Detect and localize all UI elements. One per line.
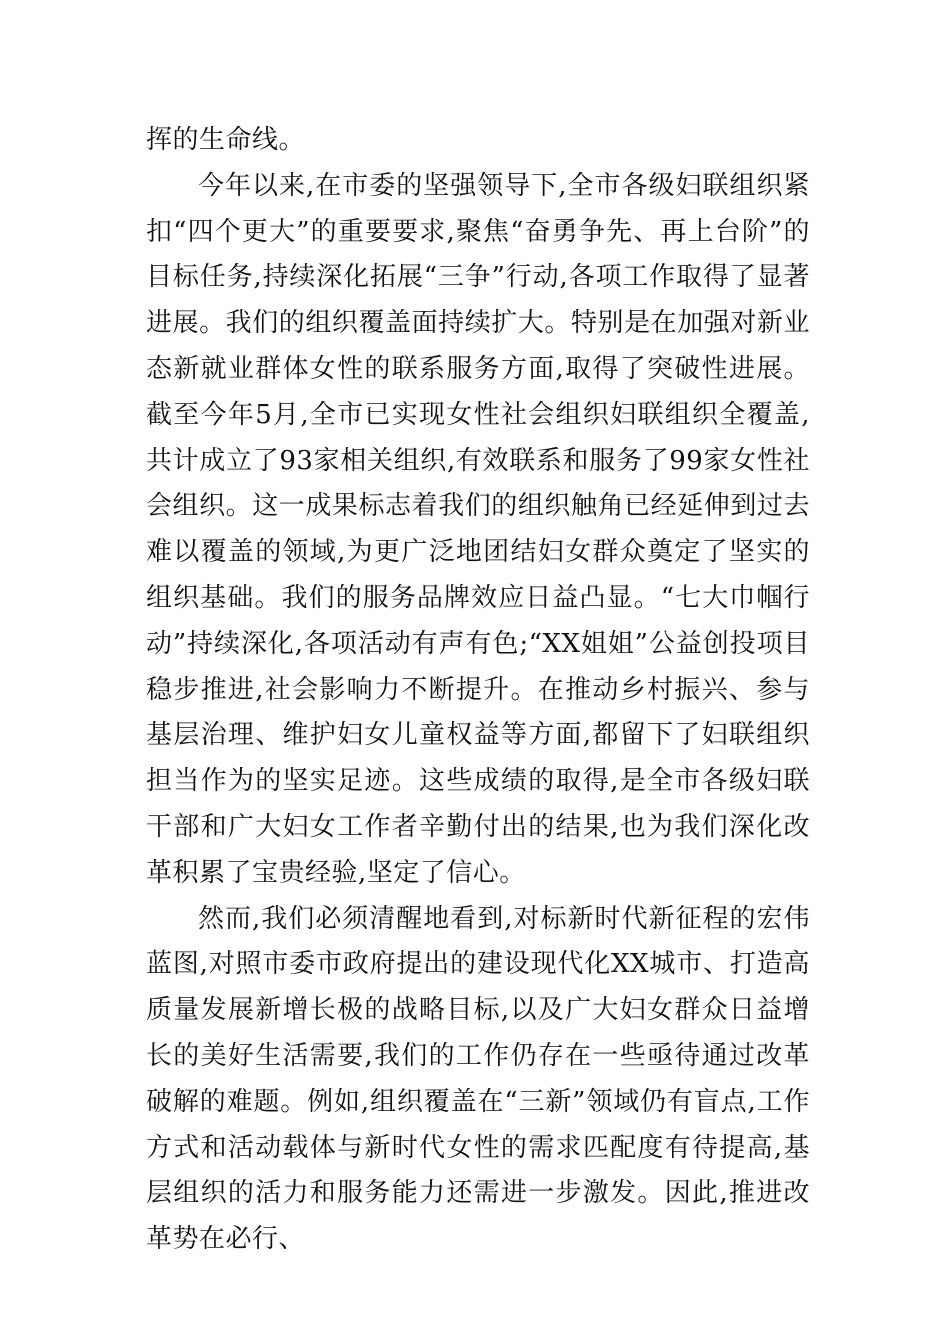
paragraph-continuation: 挥的生命线。 — [146, 125, 306, 155]
document-body — [146, 118, 810, 1263]
paragraph-challenges: 然而,我们必须清醒地看到,对标新时代新征程的宏伟蓝图,对照市委市政府提出的建设现代化XX城市、打造高质量发展新增长极的战略目标,以及广大妇女群众日益增长的美好生活需要,我们的工作仍存在一些亟待通过改革破解的难题。例如,组织覆盖在“三新”领域仍有盲点,工作方式和活动载体与新时代女性的需求匹配度有待提高,基层组织的活力和服务能力还需进一步激发。因此,推进改革势在必行、 — [146, 903, 810, 1255]
paragraph-achievements: 今年以来,在市委的坚强领导下,全市各级妇联组织紧扣“四个更大”的重要要求,聚焦“奋勇争先、再上台阶”的目标任务,持续深化拓展“三争”行动,各项工作取得了显著进展。我们的组织覆盖面持续扩大。特别是在加强对新业态新就业群体女性的联系服务方面,取得了突破性进展。截至今年5月,全市已实现女性社会组织妇联组织全覆盖,共计成立了93家相关组织,有效联系和服务了99家女性社会组织。这一成果标志着我们的组织触角已经延伸到过去难以覆盖的领域,为更广泛地团结妇女群众奠定了坚实的组织基础。我们的服务品牌效应日益凸显。“七大巾帼行动”持续深化,各项活动有声有色;“XX姐姐”公益创投项目稳步推进,社会影响力不断提升。在推动乡村振兴、参与基层治理、维护妇女儿童权益等方面,都留下了妇联组织担当作为的坚实足迹。这些成绩的取得,是全市各级妇联干部和广大妇女工作者辛勤付出的结果,也为我们深化改革积累了宝贵经验,坚定了信心。 — [146, 170, 810, 888]
